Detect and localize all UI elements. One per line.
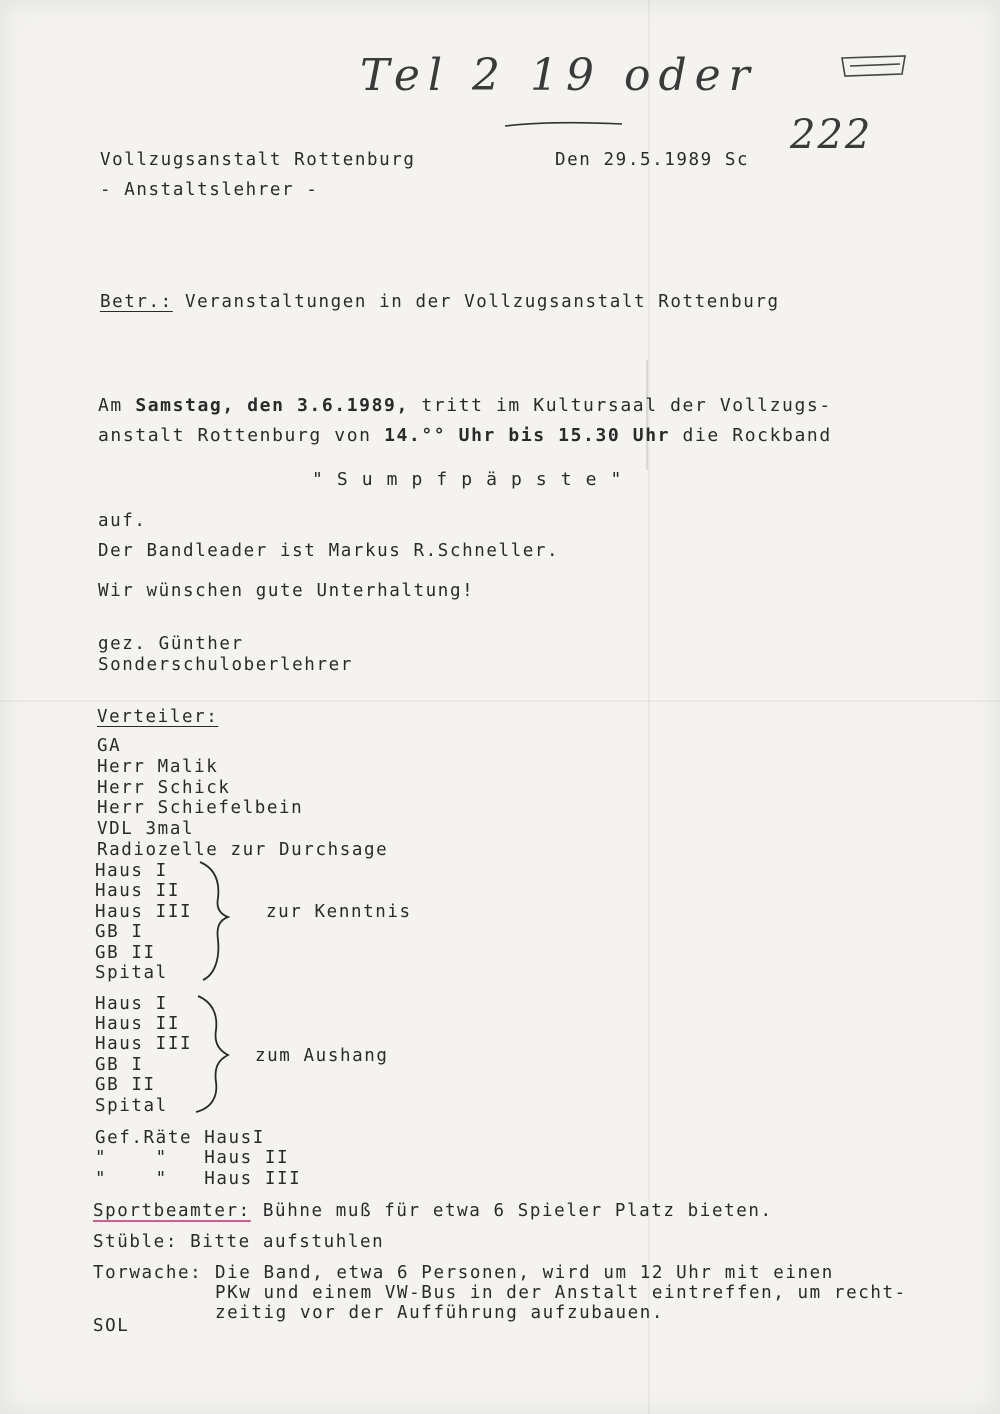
distribution-item: Herr Malik — [97, 757, 219, 777]
group2-item: Haus II — [95, 1014, 180, 1034]
closing-line: Wir wünschen gute Unterhaltung! — [98, 581, 475, 601]
torwache-line: Die Band, etwa 6 Personen, wird um 12 Uhr mit einen — [215, 1263, 834, 1283]
handwritten-number: 222 — [790, 112, 873, 158]
brace-left-group1 — [200, 862, 228, 980]
group1-item: Haus II — [95, 881, 180, 901]
body-text: anstalt Rottenburg von — [98, 425, 385, 446]
group1-item: Haus III — [95, 902, 193, 922]
gef-raete-line: " " Haus III — [95, 1169, 302, 1189]
group1-item: GB II — [95, 943, 156, 963]
distribution-item: Herr Schick — [97, 778, 231, 798]
group2-note: zum Aushang — [255, 1046, 389, 1066]
department-name: - Anstaltslehrer - — [100, 180, 319, 200]
author-initials: SOL — [93, 1316, 130, 1336]
distribution-heading: Verteiler: — [97, 707, 219, 727]
group1-item: Haus I — [95, 861, 168, 881]
brace-left-group2 — [196, 996, 228, 1112]
signature-title: Sonderschuloberlehrer — [98, 655, 353, 675]
distribution-item: GA — [97, 736, 122, 756]
gef-raete-line: Gef.Räte HausI — [95, 1128, 265, 1148]
body-text: tritt im Kultursaal der Vollzugs- — [408, 395, 832, 416]
subject-text: Veranstaltungen in der Vollzugsanstalt Rottenburg — [184, 292, 780, 312]
body-text: die Rockband — [670, 425, 832, 446]
band-name: " S u m p f p ä p s t e " — [312, 469, 623, 490]
distribution-item: VDL 3mal — [97, 819, 195, 839]
body-text: Am — [98, 395, 136, 416]
torwache-line: zeitig vor der Aufführung aufzubauen. — [215, 1303, 665, 1323]
group1-item: Spital — [95, 963, 168, 983]
group2-item: Haus I — [95, 994, 168, 1014]
group2-item: Haus III — [95, 1034, 193, 1054]
sport-label: Sportbeamter: — [93, 1201, 251, 1221]
group2-item: Spital — [95, 1096, 168, 1116]
handwritten-note: Tel 2 19 oder — [360, 50, 758, 101]
bandleader-line: Der Bandleader ist Markus R.Schneller. — [98, 541, 560, 561]
event-time: 14.°° Uhr bis 15.30 Uhr — [384, 425, 671, 446]
stueble-instruction: Stüble: Bitte aufstuhlen — [93, 1232, 385, 1252]
torwache-label: Torwache: — [93, 1263, 203, 1283]
body-line-3: auf. — [98, 511, 147, 531]
torwache-line: PKw und einem VW-Bus in der Anstalt eintreffen, um recht- — [215, 1283, 907, 1303]
group1-note: zur Kenntnis — [266, 902, 412, 922]
distribution-item: Radiozelle zur Durchsage — [97, 840, 389, 860]
institution-name: Vollzugsanstalt Rottenburg — [100, 150, 416, 170]
sport-text: Bühne muß für etwa 6 Spieler Platz bieten. — [250, 1201, 773, 1221]
distribution-item: Herr Schiefelbein — [97, 798, 304, 818]
letter-date: Den 29.5.1989 Sc — [555, 150, 750, 170]
crossed-out-scribble — [842, 56, 905, 76]
gef-raete-line: " " Haus II — [95, 1148, 290, 1168]
group2-item: GB II — [95, 1075, 156, 1095]
hand-underline — [505, 123, 622, 126]
event-date: Samstag, den 3.6.1989, — [135, 395, 409, 416]
signature-name: gez. Günther — [98, 634, 244, 654]
group1-item: GB I — [95, 922, 144, 942]
subject-label: Betr.: — [100, 292, 173, 312]
group2-item: GB I — [95, 1055, 144, 1075]
